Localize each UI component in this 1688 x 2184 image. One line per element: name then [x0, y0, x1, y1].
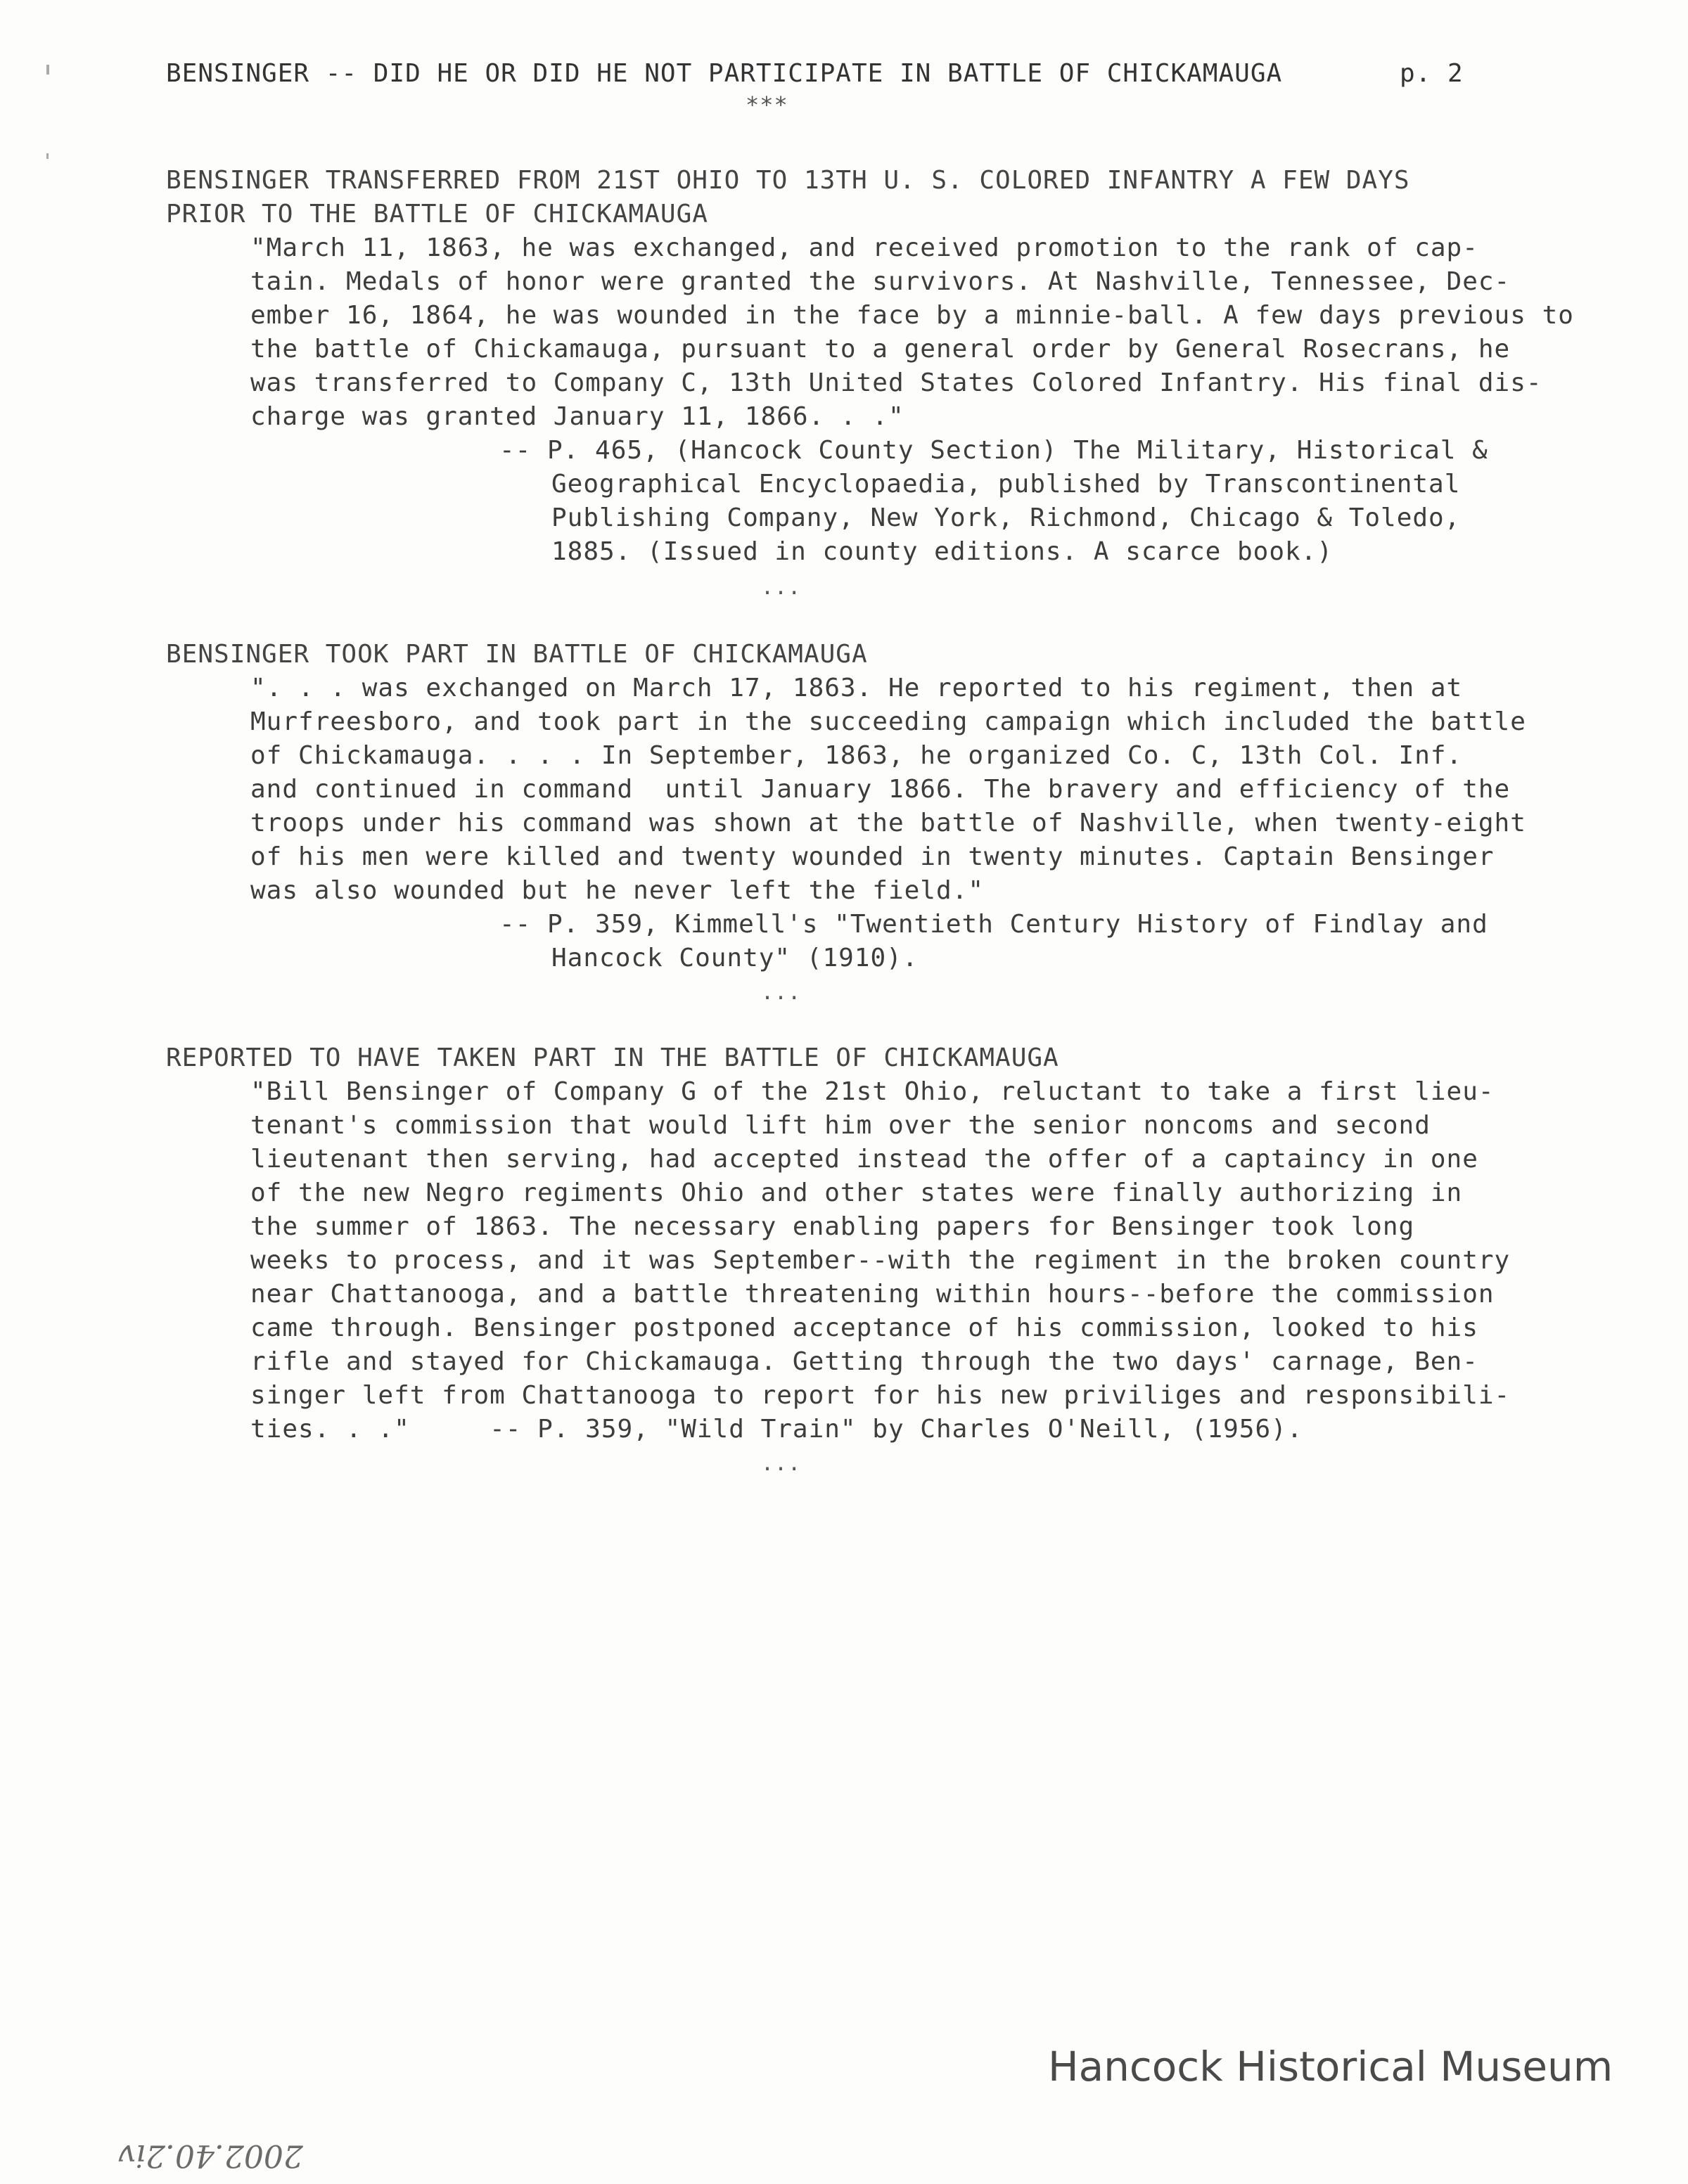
- section-1-heading-line: PRIOR TO THE BATTLE OF CHICKAMAUGA: [166, 200, 708, 229]
- section-2-heading: BENSINGER TOOK PART IN BATTLE OF CHICKAMAUGA: [166, 640, 868, 669]
- section-1-separator: ...: [761, 575, 802, 600]
- scan-speck: [46, 65, 49, 75]
- section-3-heading: REPORTED TO HAVE TAKEN PART IN THE BATTLE OF CHICKAMAUGA: [166, 1043, 1059, 1072]
- section-2-citation-line: Hancock County" (1910).: [551, 944, 919, 972]
- section-2-quote-line: was also wounded but he never left the field.": [250, 876, 984, 905]
- section-3-quote-line: singer left from Chattanooga to report for his new priviliges and responsibili-: [250, 1381, 1511, 1410]
- section-2-quote-line: Murfreesboro, and took part in the succeeding campaign which included the battle: [250, 707, 1526, 736]
- handwritten-accession-number: 2002.40.2iv: [118, 2138, 303, 2173]
- section-2-quote-line: of Chickamauga. . . . In September, 1863, he organized Co. C, 13th Col. Inf.: [250, 741, 1463, 770]
- section-3-quote-line: came through. Bensinger postponed acceptance of his commission, looked to his: [250, 1313, 1478, 1342]
- section-2-separator: ...: [761, 980, 802, 1005]
- title-separator-stars: ***: [746, 91, 788, 118]
- section-1-citation-line: -- P. 465, (Hancock County Section) The Military, Historical &: [499, 436, 1488, 465]
- document-title: BENSINGER -- DID HE OR DID HE NOT PARTICIPATE IN BATTLE OF CHICKAMAUGA: [166, 59, 1283, 88]
- section-2-quote-line: troops under his command was shown at the battle of Nashville, when twenty-eight: [250, 809, 1526, 837]
- section-1-citation-line: Publishing Company, New York, Richmond, Chicago & Toledo,: [551, 503, 1461, 532]
- section-1-citation-line: 1885. (Issued in county editions. A scarce book.): [551, 537, 1334, 566]
- section-1-quote-line: "March 11, 1863, he was exchanged, and received promotion to the rank of cap-: [250, 233, 1478, 262]
- section-1-quote-line: tain. Medals of honor were granted the survivors. At Nashville, Tennessee, Dec-: [250, 267, 1511, 296]
- section-3-quote-line: weeks to process, and it was September--with the regiment in the broken country: [250, 1246, 1511, 1275]
- section-3-quote-line: the summer of 1863. The necessary enabling papers for Bensinger took long: [250, 1212, 1415, 1241]
- page-number: p. 2: [1400, 59, 1464, 88]
- section-2-quote-line: of his men were killed and twenty wounded in twenty minutes. Captain Bensinger: [250, 842, 1495, 871]
- museum-watermark: Hancock Historical Museum: [1048, 2043, 1613, 2090]
- section-3-quote-line: "Bill Bensinger of Company G of the 21st Ohio, reluctant to take a first lieu-: [250, 1077, 1495, 1106]
- section-3-quote-line: ties. . ." -- P. 359, "Wild Train" by Charles O'Neill, (1956).: [250, 1415, 1303, 1444]
- section-1-citation-line: Geographical Encyclopaedia, published by Transcontinental: [551, 470, 1461, 499]
- section-3-quote-line: rifle and stayed for Chickamauga. Getting through the two days' carnage, Ben-: [250, 1347, 1478, 1376]
- section-2-citation-line: -- P. 359, Kimmell's "Twentieth Century History of Findlay and: [499, 910, 1488, 939]
- section-3-quote-line: near Chattanooga, and a battle threatening within hours--before the commission: [250, 1280, 1495, 1309]
- section-2-quote-line: and continued in command until January 1866. The bravery and efficiency of the: [250, 775, 1511, 804]
- section-3-quote-line: tenant's commission that would lift him over the senior noncoms and second: [250, 1111, 1431, 1140]
- section-1-heading-line: BENSINGER TRANSFERRED FROM 21ST OHIO TO 13TH U. S. COLORED INFANTRY A FEW DAYS: [166, 166, 1410, 195]
- section-1-quote-line: ember 16, 1864, he was wounded in the face by a minnie-ball. A few days previous to: [250, 301, 1574, 330]
- section-3-quote-line: lieutenant then serving, had accepted instead the offer of a captaincy in one: [250, 1145, 1478, 1174]
- section-1-quote-line: charge was granted January 11, 1866. . .": [250, 402, 904, 431]
- section-3-separator: ...: [761, 1451, 802, 1476]
- section-2-quote-line: ". . . was exchanged on March 17, 1863. He reported to his regiment, then at: [250, 674, 1463, 702]
- scan-speck: [46, 153, 49, 159]
- section-1-quote-line: the battle of Chickamauga, pursuant to a general order by General Rosecrans, he: [250, 335, 1511, 364]
- section-1-quote-line: was transferred to Company C, 13th United States Colored Infantry. His final dis-: [250, 368, 1542, 397]
- section-3-quote-line: of the new Negro regiments Ohio and other states were finally authorizing in: [250, 1178, 1463, 1207]
